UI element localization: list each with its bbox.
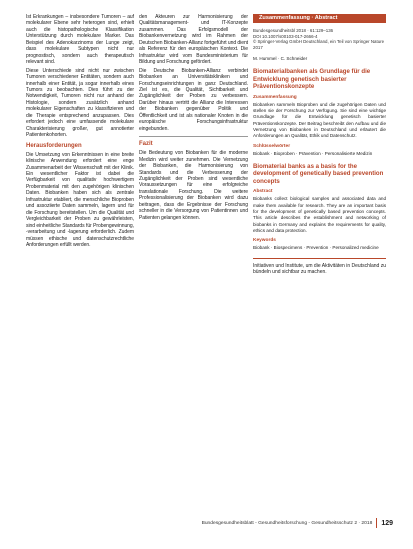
subheading-abstract: Abstract (253, 189, 273, 195)
keywords-german: Biobank · Bioproben · Prävention · Personalisierte Medizin (253, 150, 373, 156)
authors: M. Hummel · C. Schneider (253, 56, 308, 62)
body-column-middle (139, 14, 248, 223)
section-divider (139, 136, 248, 137)
page-footer (202, 518, 393, 528)
body-column-left (26, 14, 134, 250)
subheading-keywords: Keywords (253, 238, 276, 244)
footer-separator (376, 518, 377, 528)
abstract-bottom-rule (253, 258, 386, 259)
subheading-schluesselwoerter: Schlüsselwörter (253, 143, 291, 149)
title-german: Biomaterialbanken als Grundlage für die Entwicklung genetisch basierter Präventionskonzepte (253, 68, 371, 91)
body-paragraph: Diese Unterschiede sind nicht nur zwischen Tumoren verschiedener Entitäten, sondern auch innerhalb einer Entität, ja sogar innerhalb eines Tumors zu beobachten. Dies führt zu der Notwendigkeit, Tumoren nicht nur anhand der Histologie, sondern zusätzlich anhand molekularer Eigenschaften zu klassifizieren und die Therapie entsprechend anzupassen. Dies erfordert jedoch eine umfassende molekulare Charakterisierung großer, gut annotierter Patientenkohorten. (26, 67, 134, 139)
body-paragraph-continued: Initiativen und Institute, um die Aktivitäten in Deutschland zu bündeln und sichtbar zu machen. (253, 262, 386, 276)
body-paragraph: den Akteuren zur Harmonisierung der Qualitätsmanagement- und IT-Konzepte zusammen. Das Erfolgsmodell der Biobankenvernetzung wird im Rahmen der Deutschen Biobanken-Allianz fortgeführt und dient als Referenz für den europäischen Kontext. Die Infrastruktur wird vom Bundesministerium für Bildung und Forschung gefördert. (139, 14, 249, 66)
body-paragraph: Die Umsetzung von Erkenntnissen in eine breite klinische Anwendung erfordert eine enge Zusammenarbeit der Wissenschaft mit der Klinik. Ein wesentlicher Faktor ist dabei die Verfügbarkeit von qualitativ hochwertigem Probenmaterial mit den zugehörigen klinischen Daten. Biobanken haben sich als zentrale Infrastruktur etabliert, die menschliche Bioproben und assoziierte Daten sammeln, lagern und für die Forschung bereitstellen. Um die Qualität und Vergleichbarkeit der Proben zu gewährleisten, sind einheitliche Standards für Probengewinnung, -verarbeitung und -lagerung erforderlich. Zudem müssen ethische und datenschutzrechtliche Anforderungen erfüllt werden. (26, 151, 134, 248)
keywords-english: Biobank · Biospecimens · Prevention · Personalized medicine (253, 245, 379, 251)
title-english: Biomaterial banks as a basis for the development of genetically based prevention concepts (253, 163, 384, 185)
body-paragraph: Die Deutsche Biobanken-Allianz verbindet Biobanken an Universitätskliniken und Forschungseinrichtungen in ganz Deutschland. Ziel ist es, die Qualität, Sichtbarkeit und Zugänglichkeit der Proben zu verbessern. Darüber hinaus vertritt die Allianz die Interessen der Biobanken gegenüber Politik und Öffentlichkeit und ist als nationaler Knoten in die europäische Forschungsinfrastruktur eingebunden. (139, 67, 248, 132)
citation-meta: Bundesgesundheitsbl 2018 · 61:129–136 DOI 10.1007/s00103-017-2666-4 © Springer-Verlag GmbH Deutschland, ein Teil von Springer Nature 2017 (253, 28, 385, 50)
abstract-column (253, 14, 386, 276)
body-paragraph: Ist Erkrankungen – insbesondere Tumoren – auf molekularer Ebene sehr heterogen sind, erhielt auch die histopathologische Klassifikation Unterstützung durch molekulare Marker. Das Beispiel des Adenokarzinoms der Lunge zeigt, dass molekulare Subtypen nicht nur prognostisch, sondern auch therapeutisch relevant sind. (26, 14, 134, 66)
subheading-zusammenfassung: Zusammenfassung (253, 94, 297, 100)
page-number: 129 (381, 519, 393, 527)
abstract-text-english: Biobanks collect biological samples and associated data and make them available for research. They are an important basis for the development of genetically based prevention concepts. This article describes the establishment and networking of biobanks in Germany and explains the requirements for quality, ethics and data protection. (253, 196, 386, 233)
abstract-text-german: Biobanken sammeln Bioproben und die zugehörigen Daten und stellen sie der Forschung zur Verfügung. Sie sind eine wichtige Grundlage für die Entwicklung genetisch basierter Präventionskonzepte. Der Beitrag beschreibt den Aufbau und die Vernetzung von Biobanken in Deutschland und erläutert die Anforderungen an Qualität, Ethik und Datenschutz. (253, 101, 386, 139)
section-heading-conclusion: Fazit (139, 141, 153, 148)
section-heading-challenges: Herausforderungen (26, 142, 82, 149)
journal-footer-text: Bundesgesundheitsblatt - Gesundheitsforschung - Gesundheitsschutz 2 · 2018 (201, 520, 373, 526)
body-paragraph: Die Bedeutung von Biobanken für die moderne Medizin wird weiter zunehmen. Die Vernetzung der Biobanken, die Harmonisierung von Standards und die Verbesserung der Zugänglichkeit der Proben sind wesentliche Voraussetzungen für eine erfolgreiche translationale Forschung. Die weitere Professionalisierung der Biobanken wird dazu beitragen, dass die Ergebnisse der Forschung schneller in die Versorgung von Patientinnen und Patienten gelangen können. (139, 150, 248, 221)
abstract-header-bar: Zusammenfassung · Abstract (253, 14, 386, 23)
